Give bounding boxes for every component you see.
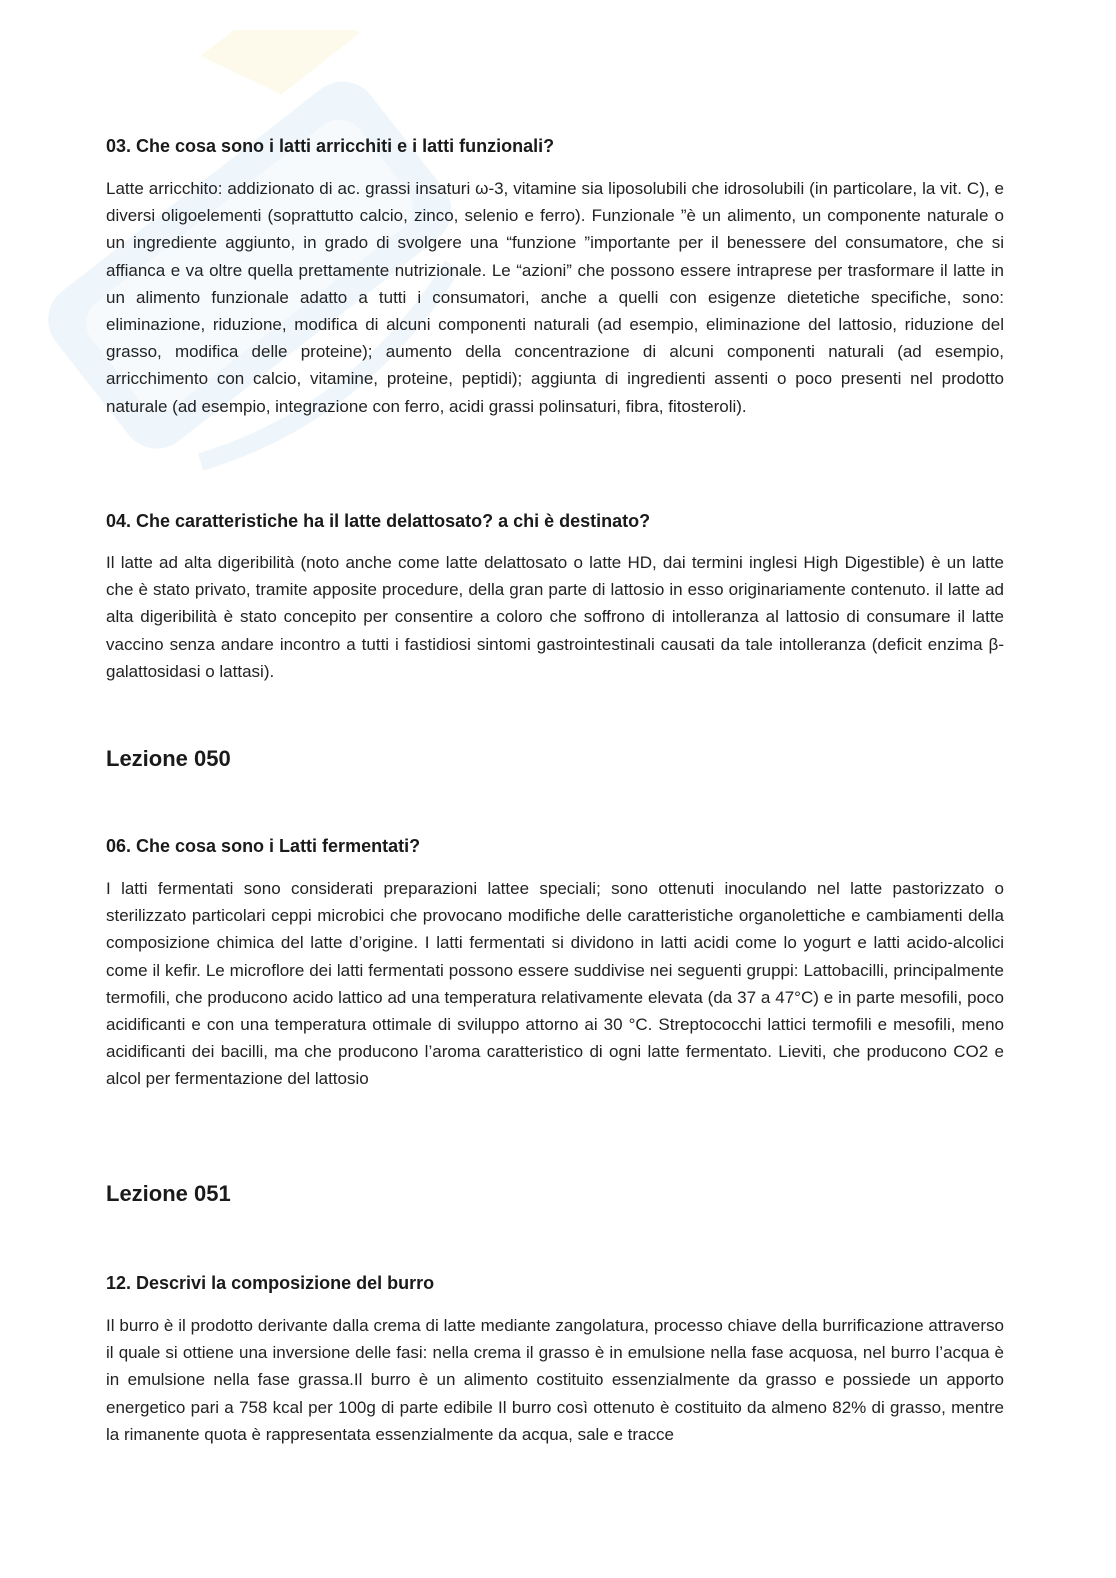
lesson-heading-050: Lezione 050 [106, 746, 231, 771]
answer-body-06: I latti fermentati sono considerati preparazioni lattee speciali; sono ottenuti inoculando nel latte pastorizzato o sterilizzato particolari ceppi microbici che provocano modifiche delle caratteristiche organolettiche e cambiamenti della composizione chimica del latte d’origine. I latti fermentati si dividono in latti acidi come lo yogurt e latti acido-alcolici come il kefir. Le microflore dei latti fermentati possono essere suddivise nei seguenti gruppi: Lattobacilli, principalmente termofili, che producono acido lattico ad una temperatura relativamente elevata (da 37 a 47°C) e in parte mesofili, poco acidificanti e con una temperatura ottimale di sviluppo attorno ai 30 °C. Streptococchi lattici termofili e mesofili, meno acidificanti dei bacilli, ma che producono l’aroma caratteristico di ogni latte fermentato. Lieviti, che producono CO2 e alcol per fermentazione del lattosio [106, 879, 1004, 1089]
question-title-12: 12. Descrivi la composizione del burro [106, 1273, 435, 1293]
question-title-06: 06. Che cosa sono i Latti fermentati? [106, 836, 421, 856]
lesson-heading-051: Lezione 051 [106, 1181, 231, 1206]
answer-body-12: Il burro è il prodotto derivante dalla crema di latte mediante zangolatura, processo chiave della burrificazione attraverso il quale si ottiene una inversione delle fasi: nella crema il grasso è in emulsione nella fase acquosa, nel burro l’acqua è in emulsione nella fase grassa.Il burro è un alimento costituito essenzialmente da grasso e possiede un apporto energetico pari a 758 kcal per 100g di parte edibile Il burro così ottenuto è costituito da almeno 82% di grasso, mentre la rimanente quota è rappresentata essenzialmente da acqua, sale e tracce [106, 1316, 1004, 1444]
answer-body-04: Il latte ad alta digeribilità (noto anche come latte delattosato o latte HD, dai termini inglesi High Digestible) è un latte che è stato privato, tramite apposite procedure, della gran parte di lattosio in esso originariamente contenuto. il latte ad alta digeribilità è stato concepito per consentire a coloro che soffrono di intolleranza al lattosio di consumare il latte vaccino senza andare incontro a tutti i fastidiosi sintomi gastrointestinali causati da tale intolleranza (deficit enzima β-galattosidasi o lattasi). [106, 553, 1004, 681]
question-title-03: 03. Che cosa sono i latti arricchiti e i latti funzionali? [106, 136, 555, 156]
answer-body-03: Latte arricchito: addizionato di ac. grassi insaturi ω-3, vitamine sia liposolubili che idrosolubili (in particolare, la vit. C), e diversi oligoelementi (soprattutto calcio, zinco, selenio e ferro). Funzionale ”è un alimento, un componente naturale o un ingrediente aggiunto, in grado di svolgere una “funzione ”importante per il benessere del consumatore, che si affianca e va oltre quella prettamente nutrizionale. Le “azioni” che possono essere intraprese per trasformare il latte in un alimento funzionale adatto a tutti i consumatori, anche a quelli con esigenze dietetiche specifiche, sono: eliminazione, riduzione, modifica di alcuni componenti naturali (ad esempio, eliminazione del lattosio, riduzione del grasso, modifica delle proteine); aumento della concentrazione di alcuni componenti naturali (ad esempio, arricchimento con calcio, vitamine, proteine, peptidi); aggiunta di ingredienti assenti o poco presenti nel prodotto naturale (ad esempio, integrazione con ferro, acidi grassi polinsaturi, fibra, fitosteroli). [106, 179, 1004, 416]
question-title-04: 04. Che caratteristiche ha il latte delattosato? a chi è destinato? [106, 511, 651, 531]
